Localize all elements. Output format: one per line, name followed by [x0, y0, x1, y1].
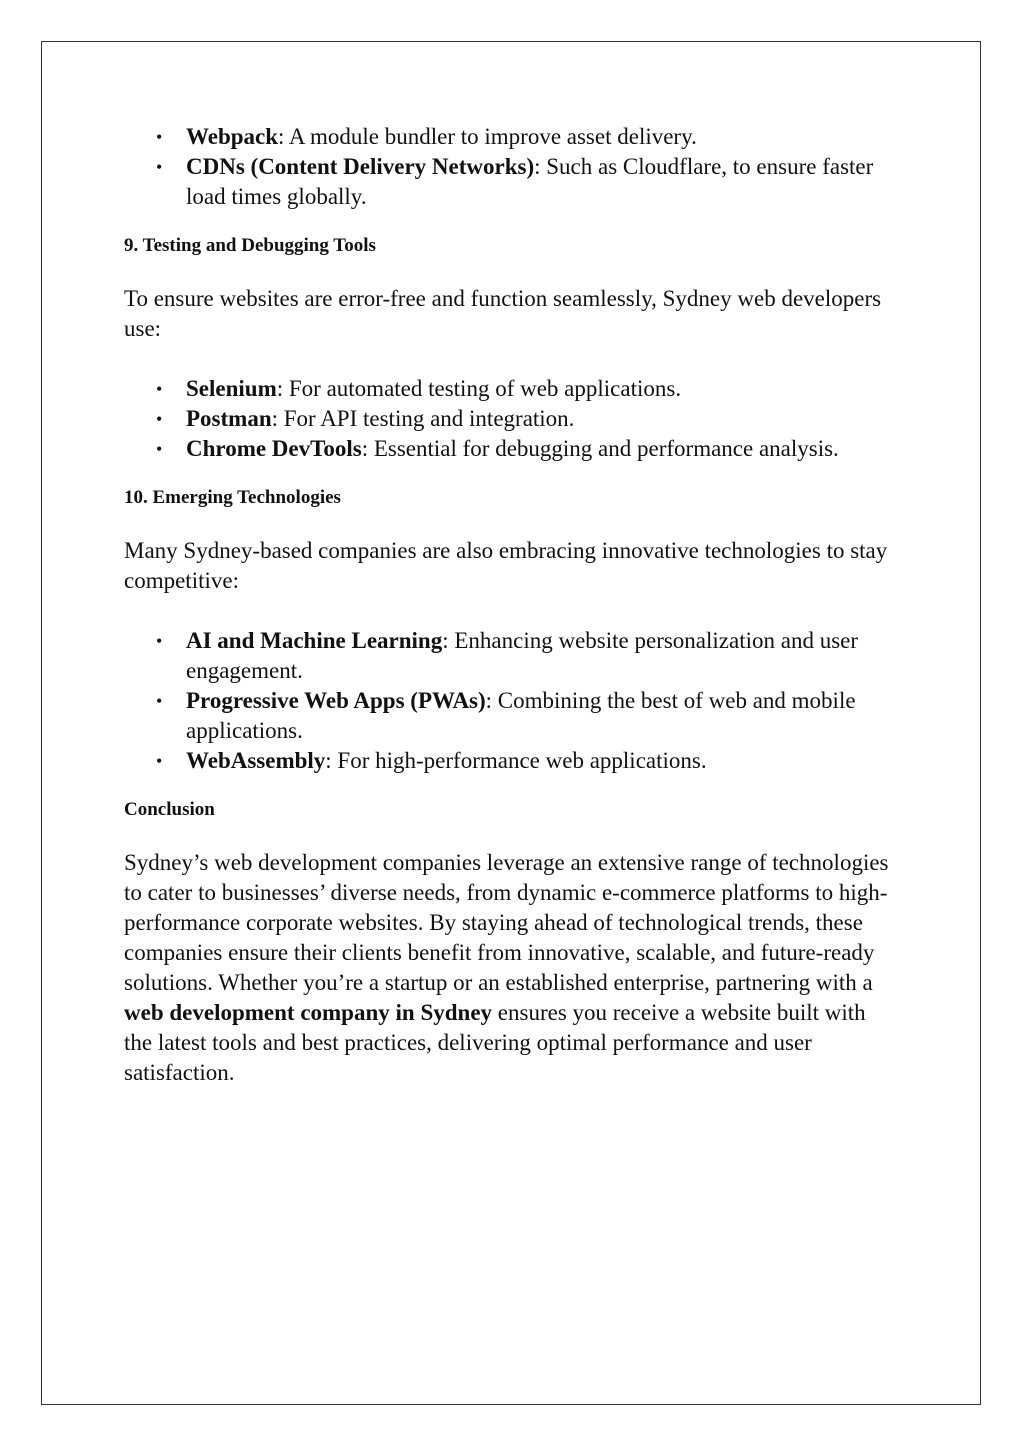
section-heading-conclusion: Conclusion: [124, 799, 215, 820]
bullet-icon: •: [156, 409, 163, 429]
list-item-term: AI and Machine Learning: [186, 628, 443, 653]
bullet-icon: •: [156, 751, 163, 771]
list-item: [156, 122, 894, 152]
list-item-desc: : For automated testing of web applications.: [276, 376, 682, 401]
list-item-term: Selenium: [186, 376, 277, 401]
section-intro-emerging: Many Sydney-based companies are also embracing innovative technologies to stay competitive:: [124, 538, 888, 593]
list-item: [156, 152, 894, 212]
list-item: [156, 686, 894, 746]
list-item-desc: : Such as Cloudflare, to ensure faster load times globally.: [186, 154, 874, 209]
bullet-icon: •: [156, 631, 163, 651]
list-item: [156, 626, 894, 686]
list-item: [156, 374, 894, 404]
list-item-term: Progressive Web Apps (PWAs): [186, 688, 486, 713]
list-item: [156, 434, 894, 464]
list-item-desc: : Essential for debugging and performance analysis.: [361, 436, 839, 461]
list-item-term: Chrome DevTools: [186, 436, 362, 461]
bullet-icon: •: [156, 691, 163, 711]
section-heading-emerging: 10. Emerging Technologies: [124, 487, 341, 508]
document-body: [124, 122, 894, 1088]
bullet-icon: •: [156, 157, 163, 177]
list-item-desc: : Enhancing website personalization and user engagement.: [186, 628, 859, 683]
testing-tools-list: [124, 374, 894, 464]
list-item-term: CDNs (Content Delivery Networks): [186, 154, 535, 179]
list-item-desc: : Combining the best of web and mobile applications.: [186, 688, 856, 743]
emerging-tech-list: [124, 626, 894, 776]
section-heading-testing: 9. Testing and Debugging Tools: [124, 235, 376, 256]
list-item-desc: : For high-performance web applications.: [325, 748, 707, 773]
conclusion-text-before: Sydney’s web development companies leverage an extensive range of technologies to cater to businesses’ diverse needs, from dynamic e-commerce platforms to high-performance corporate websites. By staying ahead of technological trends, these companies ensure their clients benefit from innovative, scalable, and future-ready solutions. Whether you’re a startup or an established enterprise, partnering with a: [124, 850, 889, 995]
section-intro-testing: To ensure websites are error-free and function seamlessly, Sydney web developers use:: [124, 286, 882, 341]
list-item-term: Postman: [186, 406, 272, 431]
list-item: [156, 404, 894, 434]
conclusion-bold-phrase: web development company in Sydney: [124, 1000, 493, 1025]
list-item: [156, 746, 894, 776]
conclusion-text-after: ensures you receive a website built with the latest tools and best practices, delivering optimal performance and user satisfaction.: [124, 1000, 866, 1085]
list-item-term: Webpack: [186, 124, 279, 149]
list-item-desc: : A module bundler to improve asset delivery.: [278, 124, 697, 149]
tools-list-top: [124, 122, 894, 212]
conclusion-paragraph: [124, 848, 894, 1088]
list-item-term: WebAssembly: [186, 748, 326, 773]
bullet-icon: •: [156, 439, 163, 459]
list-item-desc: : For API testing and integration.: [271, 406, 575, 431]
bullet-icon: •: [156, 127, 163, 147]
bullet-icon: •: [156, 379, 163, 399]
